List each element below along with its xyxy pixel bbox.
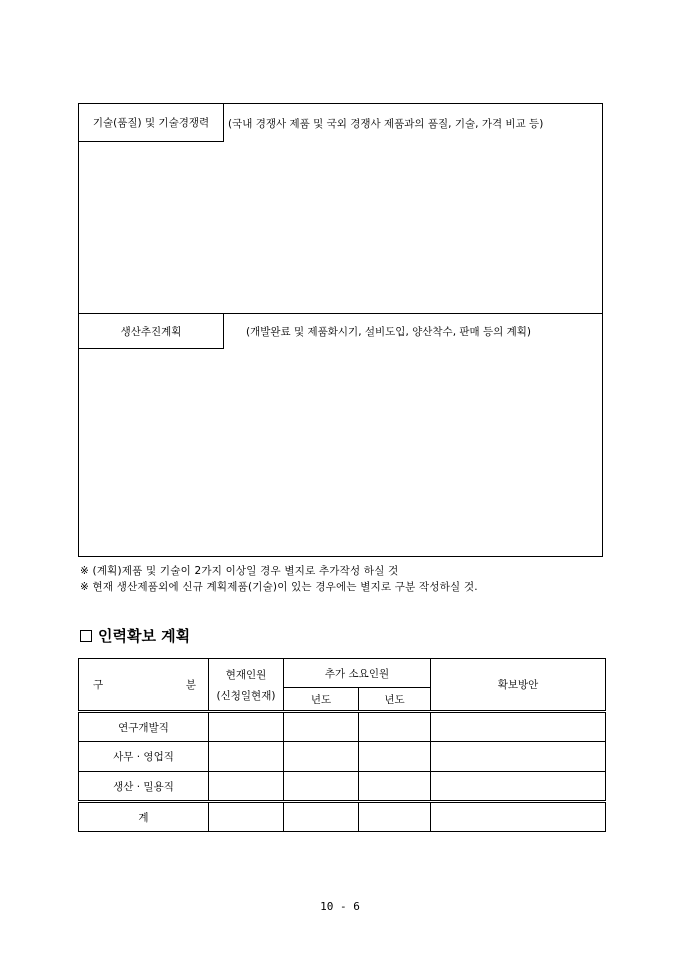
- cell-current[interactable]: [209, 742, 284, 772]
- cell-plan[interactable]: [431, 802, 606, 832]
- cell-plan[interactable]: [431, 742, 606, 772]
- cell-plan[interactable]: [431, 772, 606, 802]
- cell-year-1[interactable]: [284, 802, 359, 832]
- total-label: 계: [79, 802, 209, 832]
- cell-year-2[interactable]: [359, 742, 431, 772]
- header-current-staff-sub: (신청일현재): [216, 689, 276, 702]
- cell-year-2[interactable]: [359, 772, 431, 802]
- page-number: 10 - 6: [320, 900, 360, 913]
- production-plan-box: [78, 313, 603, 557]
- table-row-total: [79, 802, 606, 832]
- header-gubun-left: 구: [93, 679, 104, 691]
- production-plan-hint: (개발완료 및 제품화시기, 설비도입, 양산착수, 판매 등의 계획): [246, 326, 532, 338]
- competitiveness-box: [78, 103, 603, 314]
- note-2: ※ 현재 생산제품외에 신규 계획제품(기술)이 있는 경우에는 별지로 구분 작성하실 것.: [80, 581, 478, 593]
- cell-year-2[interactable]: [359, 802, 431, 832]
- note-1: ※ (계획)제품 및 기술이 2가지 이상일 경우 별지로 추가작성 하실 것: [80, 565, 399, 577]
- table-row: [79, 742, 606, 772]
- header-year-1: 년도: [284, 688, 359, 712]
- header-gubun: [79, 659, 209, 712]
- row-category: 연구개발직: [79, 712, 209, 742]
- cell-plan[interactable]: [431, 712, 606, 742]
- header-gubun-right: 분: [185, 679, 196, 691]
- row-category: 사무 · 영업직: [79, 742, 209, 772]
- staffing-table: [78, 658, 606, 832]
- checkbox-icon: [80, 630, 92, 642]
- row-category: 생산 · 밀용직: [79, 772, 209, 802]
- cell-year-1[interactable]: [284, 772, 359, 802]
- cell-current[interactable]: [209, 712, 284, 742]
- staffing-title-text: 인력확보 계획: [98, 627, 191, 645]
- competitiveness-hint: (국내 경쟁사 제품 및 국외 경쟁사 제품과의 품질, 기술, 가격 비교 등): [228, 118, 544, 130]
- cell-year-1[interactable]: [284, 712, 359, 742]
- header-additional-staff: 추가 소요인원: [284, 659, 431, 688]
- table-row: [79, 712, 606, 742]
- header-plan: 확보방안: [431, 659, 606, 712]
- production-plan-label: 생산추진계획: [79, 314, 224, 349]
- cell-year-2[interactable]: [359, 712, 431, 742]
- cell-current[interactable]: [209, 772, 284, 802]
- competitiveness-label: 기술(품질) 및 기술경쟁력: [79, 104, 224, 142]
- cell-year-1[interactable]: [284, 742, 359, 772]
- header-current-staff: [209, 659, 284, 712]
- header-year-2: 년도: [359, 688, 431, 712]
- header-current-staff-label: 현재인원: [225, 668, 267, 681]
- cell-current[interactable]: [209, 802, 284, 832]
- table-row: [79, 772, 606, 802]
- staffing-section-title: [80, 625, 190, 646]
